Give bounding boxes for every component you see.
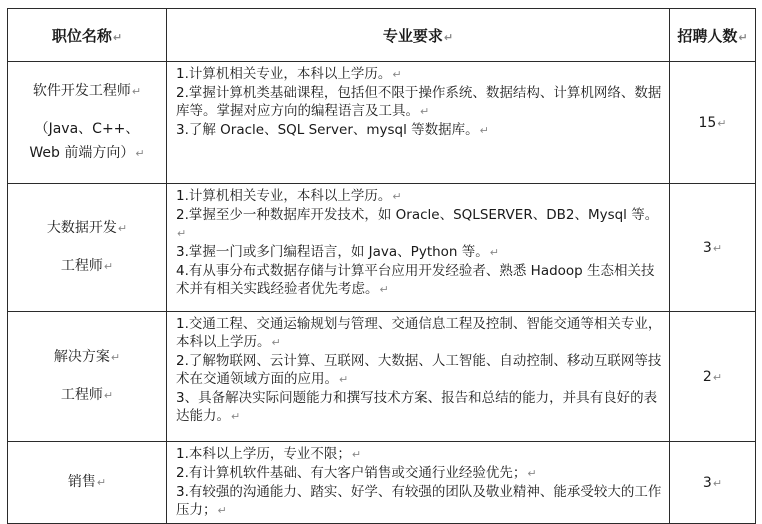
paragraph-mark-icon: ↵ — [131, 85, 142, 98]
headcount-value: 15 — [698, 114, 717, 131]
paragraph-mark-icon: ↵ — [217, 504, 227, 517]
position-name-line: 工程师 — [60, 258, 103, 274]
paragraph-mark-icon: ↵ — [392, 190, 402, 203]
paragraph-mark-icon: ↵ — [527, 467, 537, 480]
paragraph-mark-icon: ↵ — [443, 30, 454, 44]
paragraph-mark-icon: ↵ — [712, 370, 723, 384]
paragraph-mark-icon: ↵ — [712, 476, 723, 490]
paragraph-mark-icon: ↵ — [96, 476, 107, 489]
paragraph-mark-icon: ↵ — [103, 389, 114, 402]
paragraph-mark-icon: ↵ — [420, 105, 430, 118]
table-row — [8, 184, 756, 312]
requirement-item: 4.有从事分布式数据存储与计算平台应用开发经验者、熟悉 Hadoop 生态相关技术并有相关实践经验者优先考虑。 — [176, 263, 655, 297]
paragraph-mark-icon: ↵ — [231, 410, 241, 423]
position-name: 销售 — [67, 474, 96, 490]
position-cell — [8, 184, 167, 312]
headcount-cell — [670, 62, 756, 184]
requirement-item: 2.了解物联网、云计算、互联网、大数据、人工智能、自动控制、移动互联网等技术在交通领域方面的应用。 — [176, 353, 662, 387]
requirement-item: 3.有较强的沟通能力、踏实、好学、有较强的团队及敬业精神、能承受较大的工作压力； — [176, 484, 662, 518]
table-row — [8, 442, 756, 524]
requirements-cell — [167, 184, 670, 312]
paragraph-mark-icon: ↵ — [479, 124, 489, 137]
requirement-item: 2.有计算机软件基础、有大客户销售或交通行业经验优先； — [176, 465, 527, 481]
header-requirements-text: 专业要求 — [382, 26, 443, 45]
headcount-cell — [670, 442, 756, 524]
requirement-item: 2.掌握至少一种数据库开发技术，如 Oracle、SQLSERVER、DB2、Mysql 等。 — [176, 207, 659, 223]
paragraph-mark-icon: ↵ — [351, 448, 362, 461]
header-requirements — [167, 9, 670, 62]
headcount-value: 3 — [702, 239, 712, 256]
requirement-item: 3、具备解决实际问题能力和撰写技术方案、报告和总结的能力，并具有良好的表达能力。 — [176, 390, 658, 424]
paragraph-mark-icon: ↵ — [738, 30, 748, 44]
position-cell — [8, 312, 167, 442]
requirement-item: 1.交通工程、交通运输规划与管理、交通信息工程及控制、智能交通等相关专业，本科以上学历。 — [176, 316, 662, 350]
paragraph-mark-icon: ↵ — [339, 373, 349, 386]
paragraph-mark-icon: ↵ — [110, 351, 121, 364]
position-name-line: 工程师 — [60, 387, 103, 403]
header-headcount-text: 招聘人数 — [677, 26, 738, 45]
recruitment-table — [7, 8, 756, 524]
requirements-cell — [167, 62, 670, 184]
requirement-item: 1.本科以上学历，专业不限； — [176, 446, 351, 462]
paragraph-mark-icon: ↵ — [712, 241, 723, 255]
paragraph-mark-icon: ↵ — [489, 246, 499, 259]
requirement-item: 3.掌握一门或多门编程语言，如 Java、Python 等。 — [176, 244, 489, 260]
header-row — [8, 9, 756, 62]
table-row — [8, 62, 756, 184]
requirements-cell — [167, 442, 670, 524]
requirements-cell — [167, 312, 670, 442]
position-name: 软件开发工程师 — [32, 83, 131, 99]
table-row — [8, 312, 756, 442]
paragraph-mark-icon: ↵ — [379, 283, 389, 296]
headcount-cell — [670, 312, 756, 442]
paragraph-mark-icon: ↵ — [271, 336, 281, 349]
paragraph-mark-icon: ↵ — [717, 116, 727, 130]
header-position-text: 职位名称 — [51, 26, 112, 45]
header-headcount — [670, 9, 756, 62]
headcount-value: 2 — [702, 368, 712, 385]
position-name: 大数据开发 — [46, 220, 117, 236]
requirement-item: 1.计算机相关专业，本科以上学历。 — [176, 66, 392, 82]
requirement-item: 2.掌握计算机类基础课程，包括但不限于操作系统、数据结构、计算机网络、数据库等。掌握对应方向的编程语言及工具。 — [176, 85, 662, 119]
position-name: 解决方案 — [53, 349, 110, 365]
paragraph-mark-icon: ↵ — [103, 260, 114, 273]
paragraph-mark-icon: ↵ — [112, 30, 123, 44]
position-name-line: （Java、C++、 — [34, 121, 140, 137]
paragraph-mark-icon: ↵ — [117, 222, 128, 235]
requirement-item: 3.了解 Oracle、SQL Server、mysql 等数据库。 — [176, 122, 479, 138]
paragraph-mark-icon: ↵ — [135, 147, 145, 160]
position-cell — [8, 62, 167, 184]
headcount-cell — [670, 184, 756, 312]
position-name-line: Web 前端方向） — [29, 145, 135, 161]
headcount-value: 3 — [702, 474, 712, 491]
header-position — [8, 9, 167, 62]
paragraph-mark-icon: ↵ — [392, 68, 402, 81]
position-cell — [8, 442, 167, 524]
paragraph-mark-icon: ↵ — [177, 227, 187, 240]
requirement-item: 1.计算机相关专业，本科以上学历。 — [176, 188, 392, 204]
